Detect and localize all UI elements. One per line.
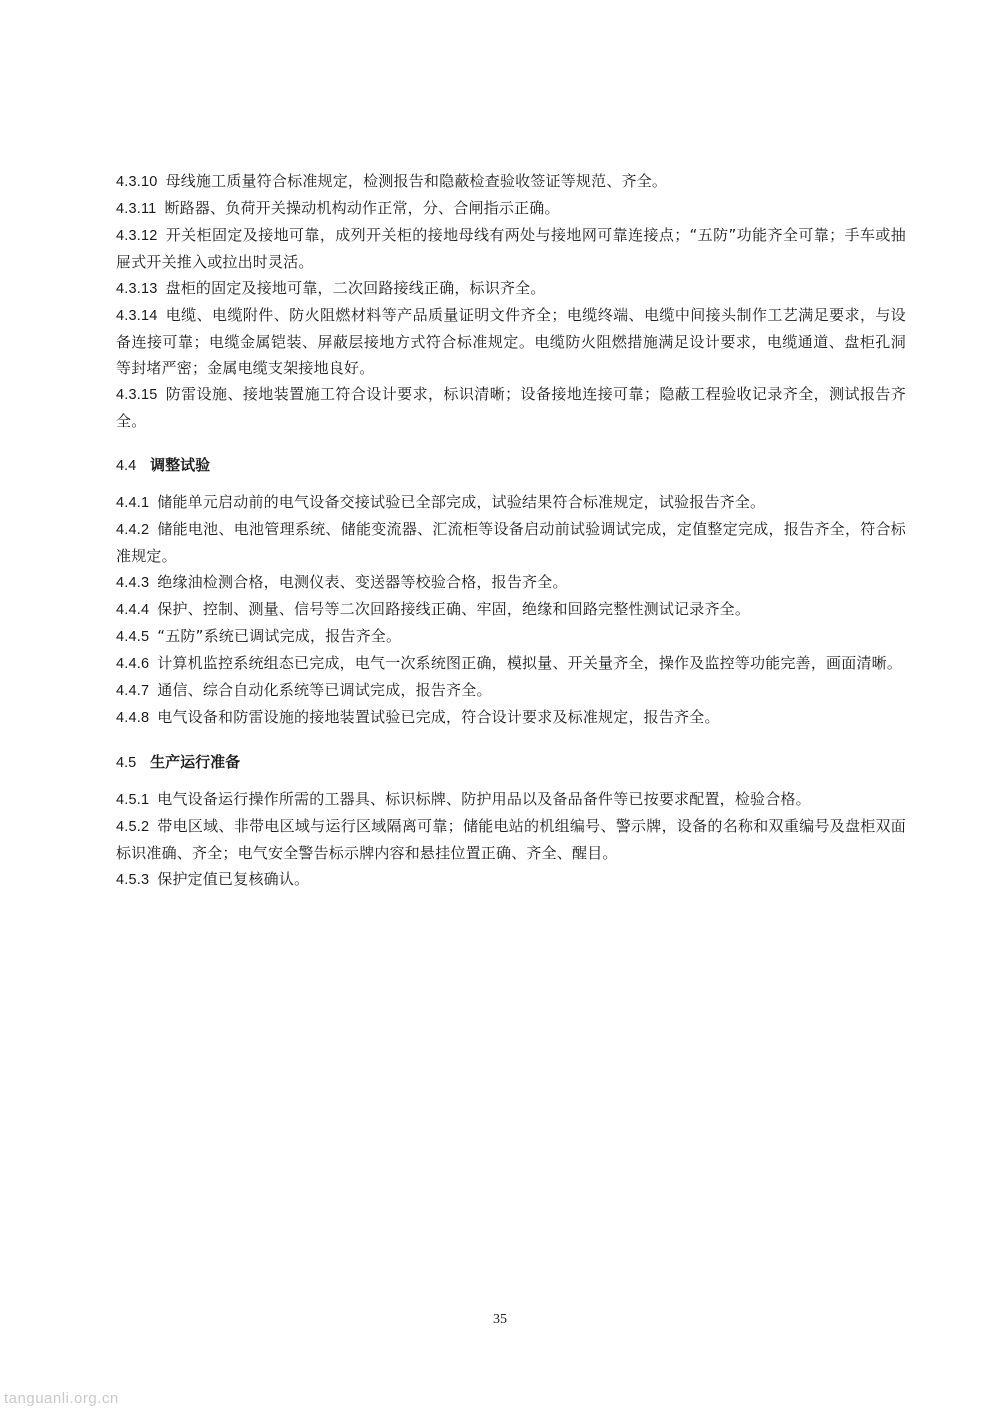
- page-number: 35: [493, 1312, 507, 1327]
- clause-number: 4.4.8: [116, 710, 150, 726]
- clause-text: 保护、控制、测量、信号等二次回路接线正确、牢固，绝缘和回路完整性测试记录齐全。: [157, 600, 751, 618]
- clause-4-4-8: [116, 704, 906, 731]
- clause-text: 绝缘油检测合格，电测仪表、变送器等校验合格，报告齐全。: [157, 573, 568, 591]
- clause-4-4-5: [116, 623, 906, 650]
- section-title: 调整试验: [150, 456, 211, 474]
- clause-4-3-13: [116, 275, 906, 302]
- clause-text: 盘柜的固定及接地可靠，二次回路接线正确，标识齐全。: [165, 279, 546, 297]
- clause-text: 储能电池、电池管理系统、储能变流器、汇流柜等设备启动前试验调试完成，定值整定完成，报告齐全，符合标准规定。: [116, 520, 906, 565]
- clause-number: 4.3.13: [116, 281, 158, 297]
- section-title: 生产运行准备: [150, 753, 241, 771]
- clause-number: 4.4.5: [116, 629, 150, 645]
- clause-number: 4.4.1: [116, 495, 150, 511]
- clause-number: 4.4.2: [116, 522, 150, 538]
- clause-number: 4.5.2: [116, 819, 150, 835]
- clause-number: 4.4.3: [116, 575, 150, 591]
- clauses-4-3: [116, 168, 906, 434]
- clause-number: 4.4.4: [116, 602, 150, 618]
- clause-text: 电气设备和防雷设施的接地装置试验已完成，符合设计要求及标准规定，报告齐全。: [157, 708, 720, 726]
- clause-number: 4.4.7: [116, 683, 150, 699]
- clause-number: 4.3.14: [116, 308, 158, 324]
- clause-text: 防雷设施、接地装置施工符合设计要求，标识清晰；设备接地连接可靠；隐蔽工程验收记录齐全，测试报告齐全。: [116, 385, 906, 430]
- clause-text: 电缆、电缆附件、防火阻燃材料等产品质量证明文件齐全；电缆终端、电缆中间接头制作工艺满足要求，与设备连接可靠；电缆金属铠装、屏蔽层接地方式符合标准规定。电缆防火阻燃措施满足设计要求，电缆通道、盘柜孔洞等封堵严密；金属电缆支架接地良好。: [116, 306, 906, 377]
- clause-4-4-4: [116, 596, 906, 623]
- clause-text: 保护定值已复核确认。: [157, 870, 310, 888]
- watermark-text: tanguanli.org.cn: [4, 1390, 119, 1407]
- clause-number: 4.5.3: [116, 872, 150, 888]
- section-heading-4-5: [116, 749, 906, 776]
- clause-text: “五防”系统已调试完成，报告齐全。: [157, 627, 402, 645]
- clause-number: 4.3.10: [116, 174, 158, 190]
- clause-text: 开关柜固定及接地可靠，成列开关柜的接地母线有两处与接地网可靠连接点；“五防”功能齐全可靠；手车或抽屉式开关推入或拉出时灵活。: [116, 226, 906, 271]
- clause-4-4-6: [116, 650, 906, 677]
- clause-4-4-3: [116, 569, 906, 596]
- section-number: 4.4: [116, 458, 137, 474]
- clause-4-3-12: [116, 222, 906, 275]
- clause-text: 带电区域、非带电区域与运行区域隔离可靠；储能电站的机组编号、警示牌，设备的名称和双重编号及盘柜双面标识准确、齐全；电气安全警告标示牌内容和悬挂位置正确、齐全、醒目。: [116, 817, 906, 862]
- clause-4-4-2: [116, 516, 906, 569]
- clause-text: 通信、综合自动化系统等已调试完成，报告齐全。: [157, 681, 492, 699]
- clause-4-5-2: [116, 813, 906, 866]
- clause-4-3-15: [116, 381, 906, 434]
- clause-number: 4.4.6: [116, 656, 150, 672]
- clause-number: 4.3.11: [116, 201, 157, 217]
- clauses-4-5: [116, 786, 906, 893]
- clause-4-4-7: [116, 677, 906, 704]
- clause-text: 计算机监控系统组态已完成，电气一次系统图正确，模拟量、开关量齐全，操作及监控等功能完善，画面清晰。: [157, 654, 903, 672]
- clause-4-3-11: [116, 195, 906, 222]
- clause-4-3-14: [116, 302, 906, 381]
- clause-text: 母线施工质量符合标准规定，检测报告和隐蔽检查验收签证等规范、齐全。: [165, 172, 668, 190]
- clause-text: 储能单元启动前的电气设备交接试验已全部完成，试验结果符合标准规定，试验报告齐全。: [157, 493, 766, 511]
- document-page: [116, 168, 906, 893]
- section-heading-4-4: [116, 452, 906, 479]
- section-number: 4.5: [116, 755, 137, 771]
- clause-number: 4.5.1: [116, 792, 150, 808]
- clause-4-3-10: [116, 168, 906, 195]
- clause-text: 电气设备运行操作所需的工器具、标识标牌、防护用品以及备品备件等已按要求配置，检验合格。: [157, 790, 811, 808]
- clauses-4-4: [116, 489, 906, 731]
- clause-text: 断路器、负荷开关操动机构动作正常，分、合闸指示正确。: [164, 199, 560, 217]
- clause-4-5-1: [116, 786, 906, 813]
- clause-number: 4.3.15: [116, 387, 158, 403]
- clause-4-5-3: [116, 866, 906, 893]
- clause-number: 4.3.12: [116, 228, 158, 244]
- clause-4-4-1: [116, 489, 906, 516]
